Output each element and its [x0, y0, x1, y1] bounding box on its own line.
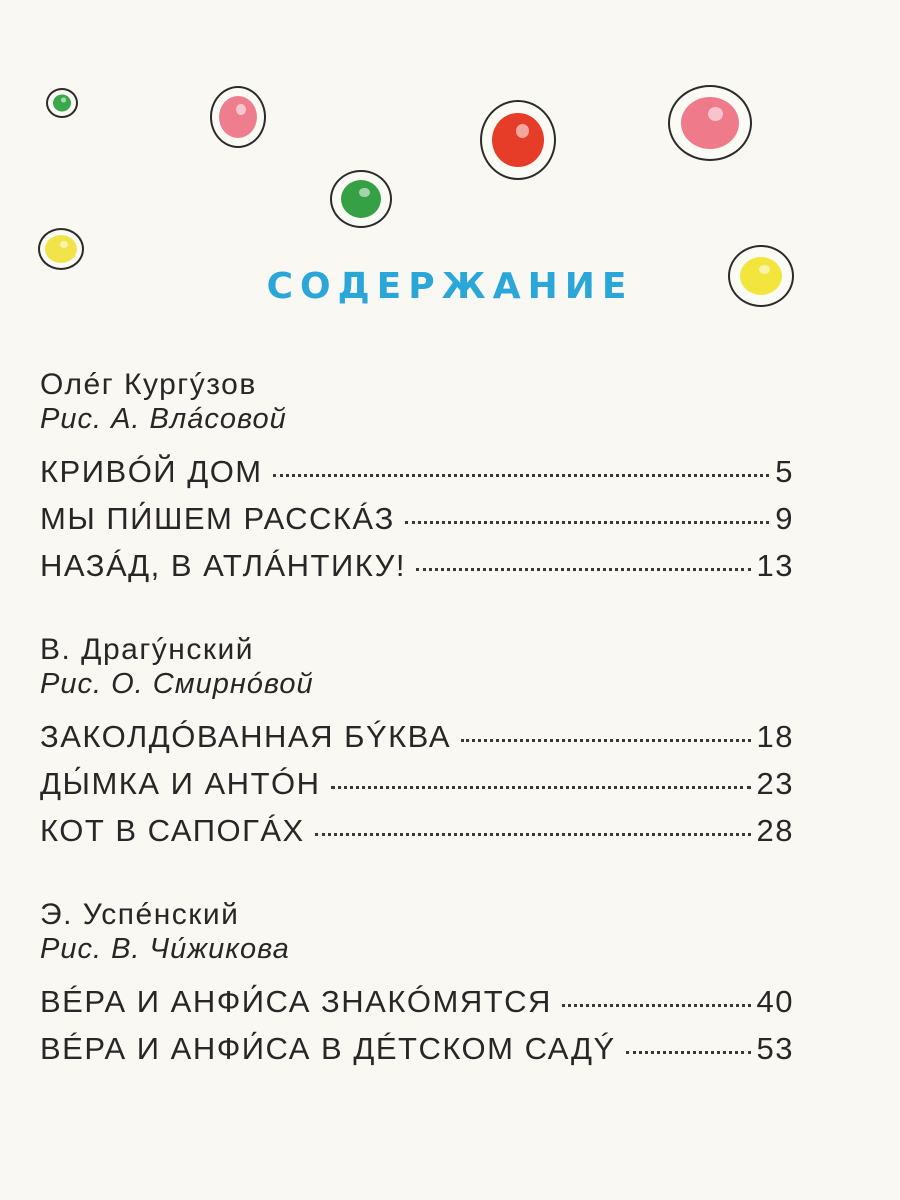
toc-entry[interactable] — [40, 542, 794, 589]
toc-section-dragunsky — [40, 631, 794, 854]
toc-entry-title: МЫ ПИ́ШЕМ РАССКÁЗ — [40, 501, 395, 536]
toc-entry[interactable] — [40, 1025, 794, 1072]
pink-dot-large-icon — [668, 85, 752, 161]
yellow-dot-icon — [38, 228, 84, 270]
toc-entry[interactable] — [40, 713, 794, 760]
toc-entry-page: 5 — [775, 454, 794, 489]
illustrator-credit: Рис. В. Чи́жикова — [40, 933, 290, 965]
pink-dot-icon — [210, 86, 266, 148]
dot-leader — [273, 474, 770, 477]
dot-leader — [461, 739, 751, 742]
dot-leader — [416, 568, 751, 571]
toc-entry[interactable] — [40, 448, 794, 495]
toc-entry[interactable] — [40, 760, 794, 807]
toc-entry-page: 53 — [756, 1031, 794, 1066]
dot-leader — [626, 1051, 751, 1054]
toc-entry-title: КРИВÓЙ ДОМ — [40, 454, 263, 489]
red-dot-icon — [480, 100, 556, 180]
author-name: В. Драгýнский — [40, 633, 255, 666]
toc-entry-page: 40 — [756, 984, 794, 1019]
page-title: СОДЕРЖАНИЕ — [266, 266, 634, 307]
toc-entry[interactable] — [40, 807, 794, 854]
toc-entry[interactable] — [40, 978, 794, 1025]
illustrator-credit: Рис. О. Смирнóвой — [40, 668, 314, 700]
toc-entry-page: 28 — [756, 813, 794, 848]
toc-section-kurguzov — [40, 366, 794, 589]
toc-entry-title: КОТ В САПОГÁХ — [40, 813, 305, 848]
toc-entry-page: 9 — [775, 501, 794, 536]
toc-entry-title: ЗАКОЛДÓВАННАЯ БÝКВА — [40, 719, 452, 754]
toc-entry-page: 23 — [756, 766, 794, 801]
green-dot-small-icon — [46, 88, 78, 118]
toc-entry-page: 18 — [756, 719, 794, 754]
toc-entry-title: ВÉРА И АНФИ́СА ЗНАКÓМЯТСЯ — [40, 984, 552, 1019]
dot-leader — [405, 521, 769, 524]
toc-entry-title: НАЗÁД, В АТЛÁНТИКУ! — [40, 548, 406, 583]
dot-leader — [315, 833, 751, 836]
toc-section-uspensky — [40, 896, 794, 1072]
author-name: Олéг Кургýзов — [40, 368, 257, 401]
toc-entry-title: ВÉРА И АНФИ́СА В ДÉТСКОМ САДÝ — [40, 1031, 616, 1066]
illustrator-credit: Рис. А. Влáсовой — [40, 403, 287, 435]
table-of-contents — [40, 366, 794, 1114]
toc-entry[interactable] — [40, 495, 794, 542]
dot-leader — [562, 1004, 751, 1007]
dot-leader — [331, 786, 751, 789]
green-dot-icon — [330, 170, 392, 228]
toc-entry-page: 13 — [756, 548, 794, 583]
toc-entry-title: ДЫ́МКА И АНТÓН — [40, 766, 321, 801]
author-name: Э. Успéнский — [40, 898, 240, 931]
